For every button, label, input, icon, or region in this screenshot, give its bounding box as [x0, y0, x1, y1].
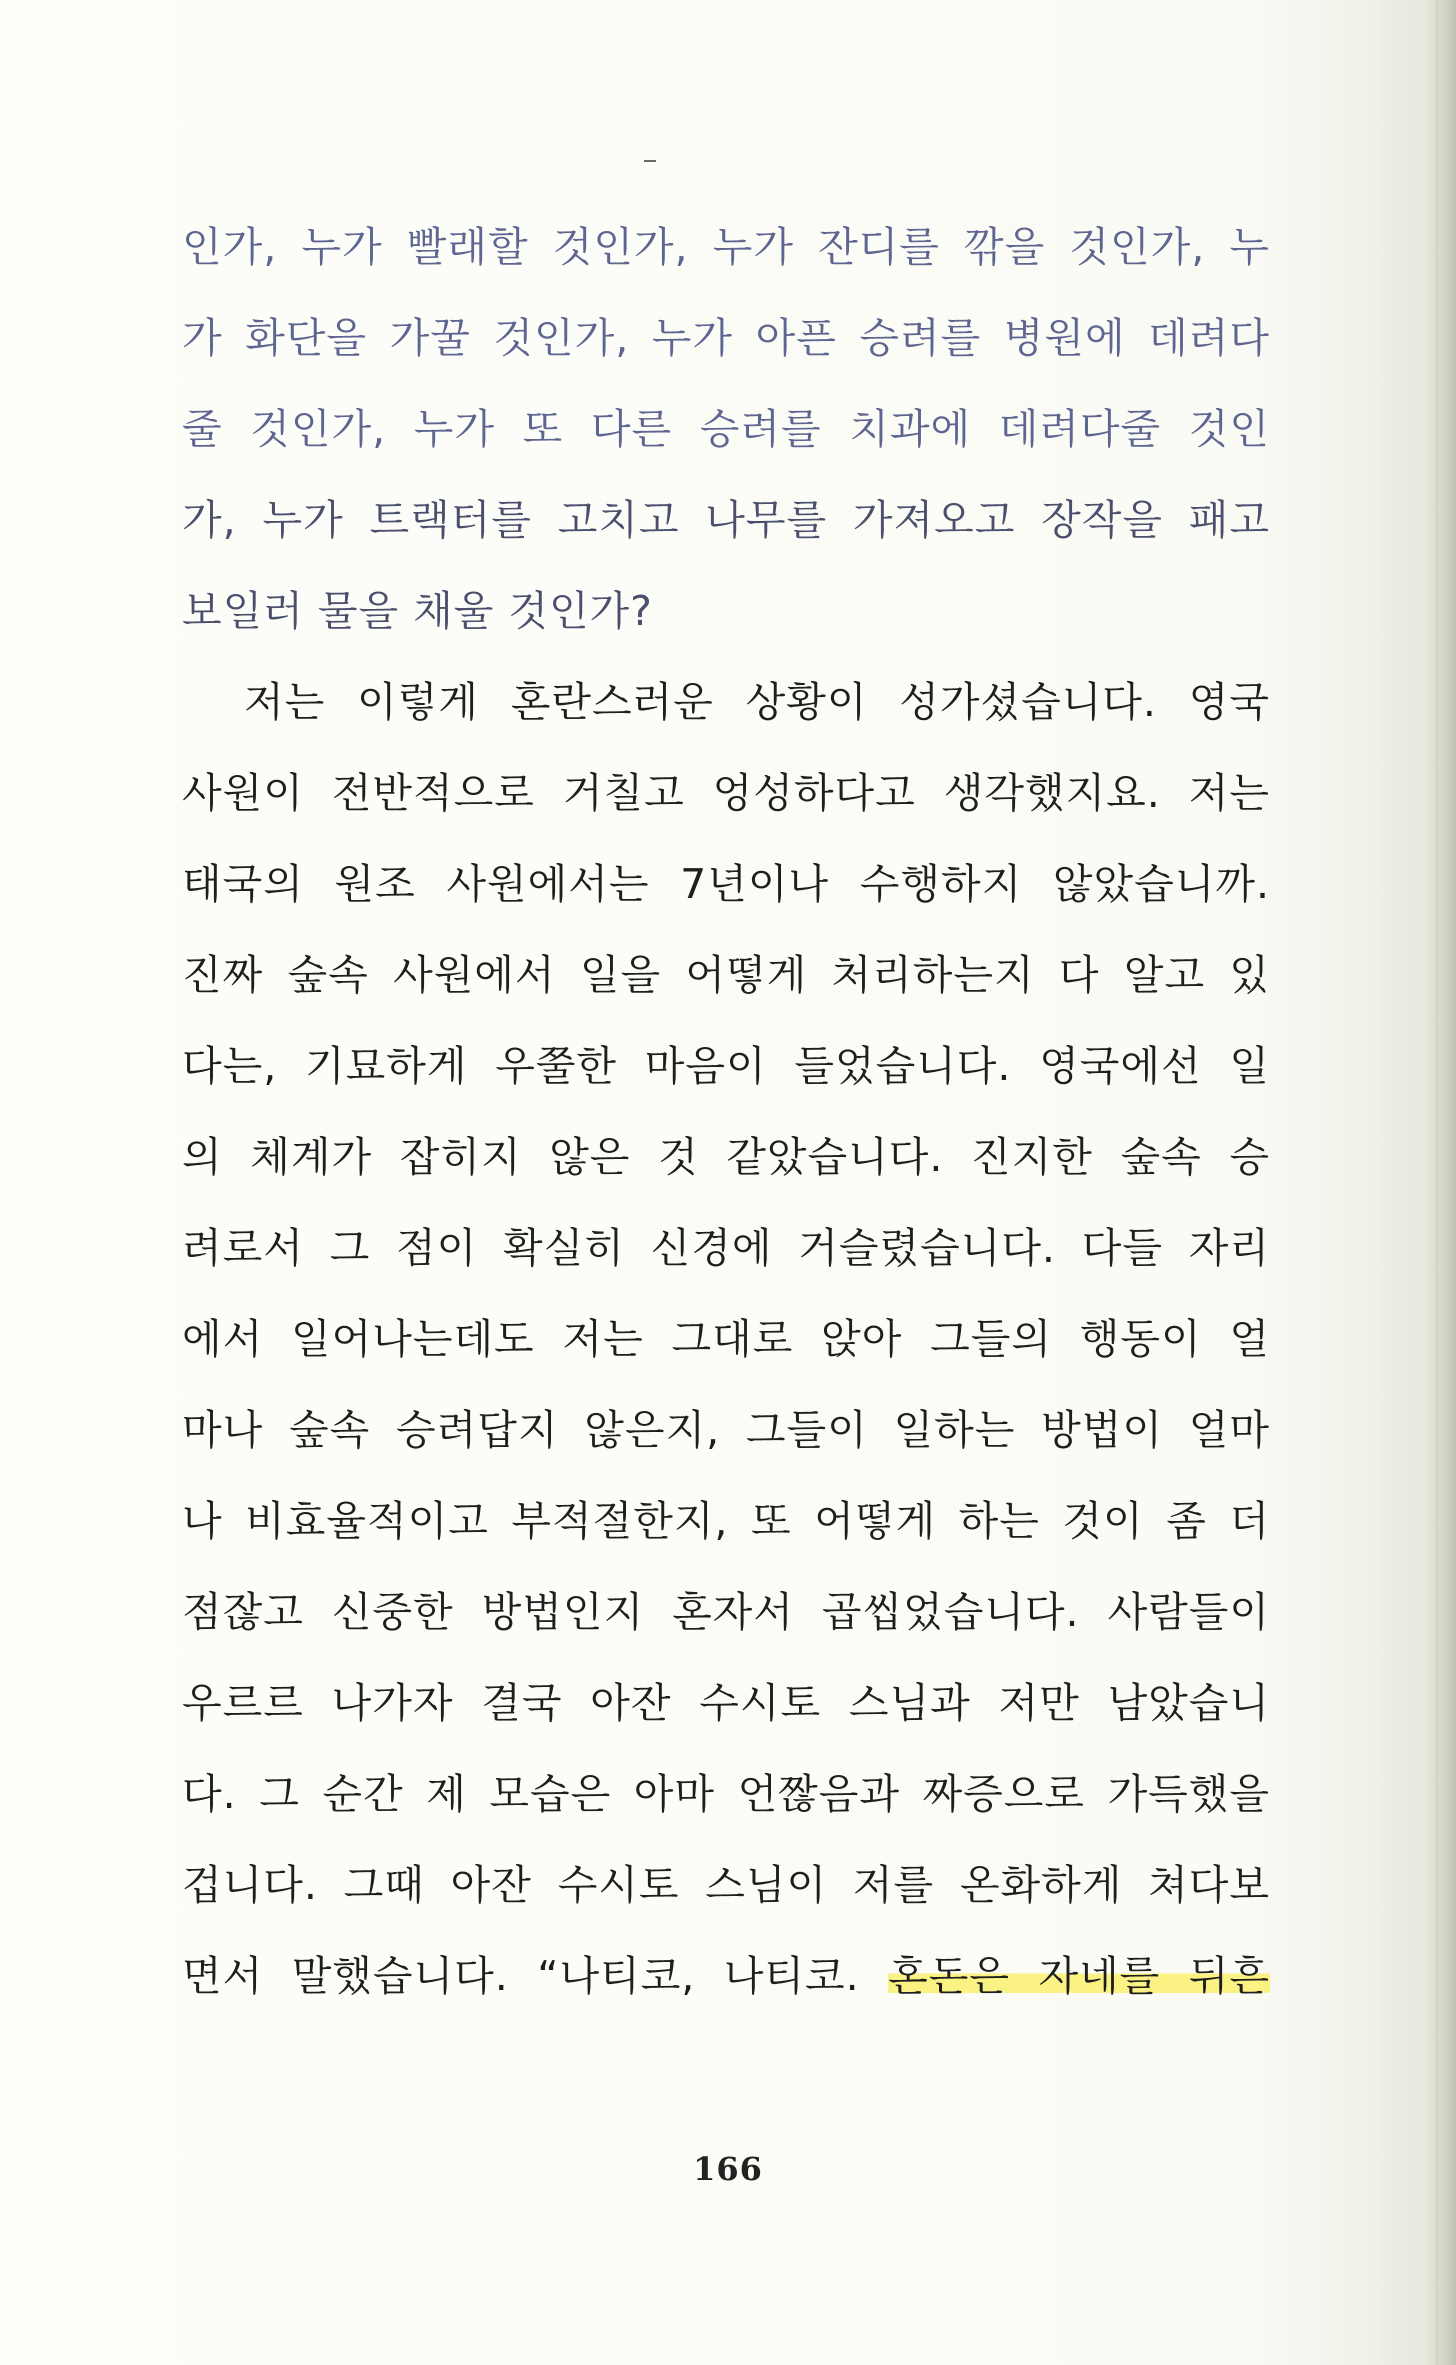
text-line: 인가, 누가 빨래할 것인가, 누가 잔디를 깎을 것인가, 누 [182, 223, 1270, 271]
text-line: 겁니다. 그때 아잔 수시토 스님이 저를 온화하게 쳐다보 [182, 1861, 1270, 1909]
text-line: 줄 것인가, 누가 또 다른 승려를 치과에 데려다줄 것인 [182, 405, 1270, 453]
text-line: 다. 그 순간 제 모습은 아마 언짢음과 짜증으로 가득했을 [182, 1770, 1270, 1818]
text-line: 려로서 그 점이 확실히 신경에 거슬렸습니다. 다들 자리 [182, 1224, 1270, 1272]
highlighted-text: 혼돈은 자네를 뒤흔 [888, 1952, 1270, 2000]
text-line: 저는 이렇게 혼란스러운 상황이 성가셨습니다. 영국 [244, 678, 1270, 726]
text-line: 다는, 기묘하게 우쭐한 마음이 들었습니다. 영국에선 일 [182, 1042, 1270, 1090]
top-mark [644, 160, 656, 162]
text-line: 우르르 나가자 결국 아잔 수시토 스님과 저만 남았습니 [182, 1679, 1270, 1727]
text-line: 태국의 원조 사원에서는 7년이나 수행하지 않았습니까. [182, 860, 1270, 908]
text-line: 에서 일어나는데도 저는 그대로 앉아 그들의 행동이 얼 [182, 1315, 1270, 1363]
text-line: 의 체계가 잡히지 않은 것 같았습니다. 진지한 숲속 승 [182, 1133, 1270, 1181]
text-line: 사원이 전반적으로 거칠고 엉성하다고 생각했지요. 저는 [182, 769, 1270, 817]
text-line: 보일러 물을 채울 것인가? [182, 587, 653, 635]
text-line: 가 화단을 가꿀 것인가, 누가 아픈 승려를 병원에 데려다 [182, 314, 1270, 362]
page-number: 166 [693, 2150, 763, 2188]
text-segment: 면서 말했습니다. “나티코, 나티코. [182, 1952, 889, 2000]
body-text [182, 202, 1270, 2022]
page-edge-shadow [1426, 0, 1456, 2365]
text-line: 가, 누가 트랙터를 고치고 나무를 가져오고 장작을 패고 [182, 496, 1270, 544]
text-line: 마나 숲속 승려답지 않은지, 그들이 일하는 방법이 얼마 [182, 1406, 1270, 1454]
text-line: 진짜 숲속 사원에서 일을 어떻게 처리하는지 다 알고 있 [182, 951, 1270, 999]
text-line: 점잖고 신중한 방법인지 혼자서 곱씹었습니다. 사람들이 [182, 1588, 1270, 1636]
text-line: 나 비효율적이고 부적절한지, 또 어떻게 하는 것이 좀 더 [182, 1497, 1270, 1545]
text-line-last [182, 1931, 1270, 2022]
